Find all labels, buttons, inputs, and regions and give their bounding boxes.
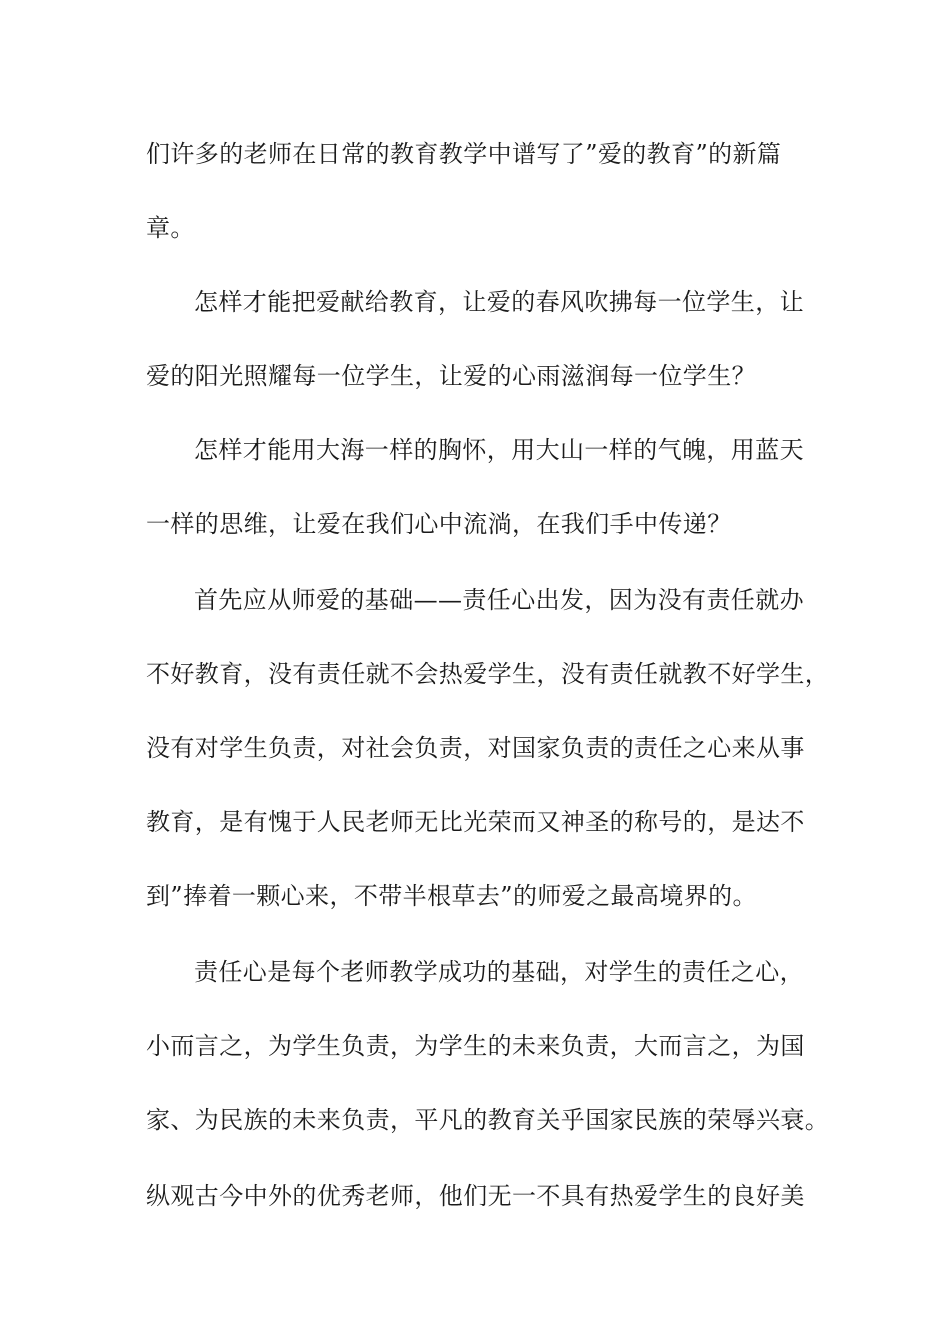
text-line: 不好教育，没有责任就不会热爱学生，没有责任就教不好学生，	[146, 660, 830, 688]
text-line: 爱的阳光照耀每一位学生，让爱的心雨滋润每一位学生？	[146, 362, 756, 390]
text-line: 教育，是有愧于人民老师无比光荣而又神圣的称号的，是达不	[146, 808, 805, 836]
paragraph-first-line: 首先应从师爱的基础——责任心出发，因为没有责任就办	[194, 586, 804, 614]
text-line: 到”捧着一颗心来，不带半根草去”的师爱之最高境界的。	[146, 882, 757, 910]
text-line: 章。	[146, 214, 195, 242]
text-line: 纵观古今中外的优秀老师，他们无一不具有热爱学生的良好美	[146, 1182, 805, 1210]
paragraph-first-line: 怎样才能把爱献给教育，让爱的春风吹拂每一位学生，让	[194, 288, 804, 316]
text-line: 家、为民族的未来负责，平凡的教育关乎国家民族的荣辱兴衰。	[146, 1106, 830, 1134]
paragraph-first-line: 责任心是每个老师教学成功的基础，对学生的责任之心，	[194, 958, 804, 986]
text-line: 一样的思维，让爱在我们心中流淌，在我们手中传递？	[146, 510, 732, 538]
text-line: 小而言之，为学生负责，为学生的未来负责，大而言之，为国	[146, 1032, 805, 1060]
text-line: 没有对学生负责，对社会负责，对国家负责的责任之心来从事	[146, 734, 805, 762]
text-line: 们许多的老师在日常的教育教学中谱写了”爱的教育”的新篇	[146, 140, 782, 168]
paragraph-first-line: 怎样才能用大海一样的胸怀，用大山一样的气魄，用蓝天	[194, 436, 804, 464]
